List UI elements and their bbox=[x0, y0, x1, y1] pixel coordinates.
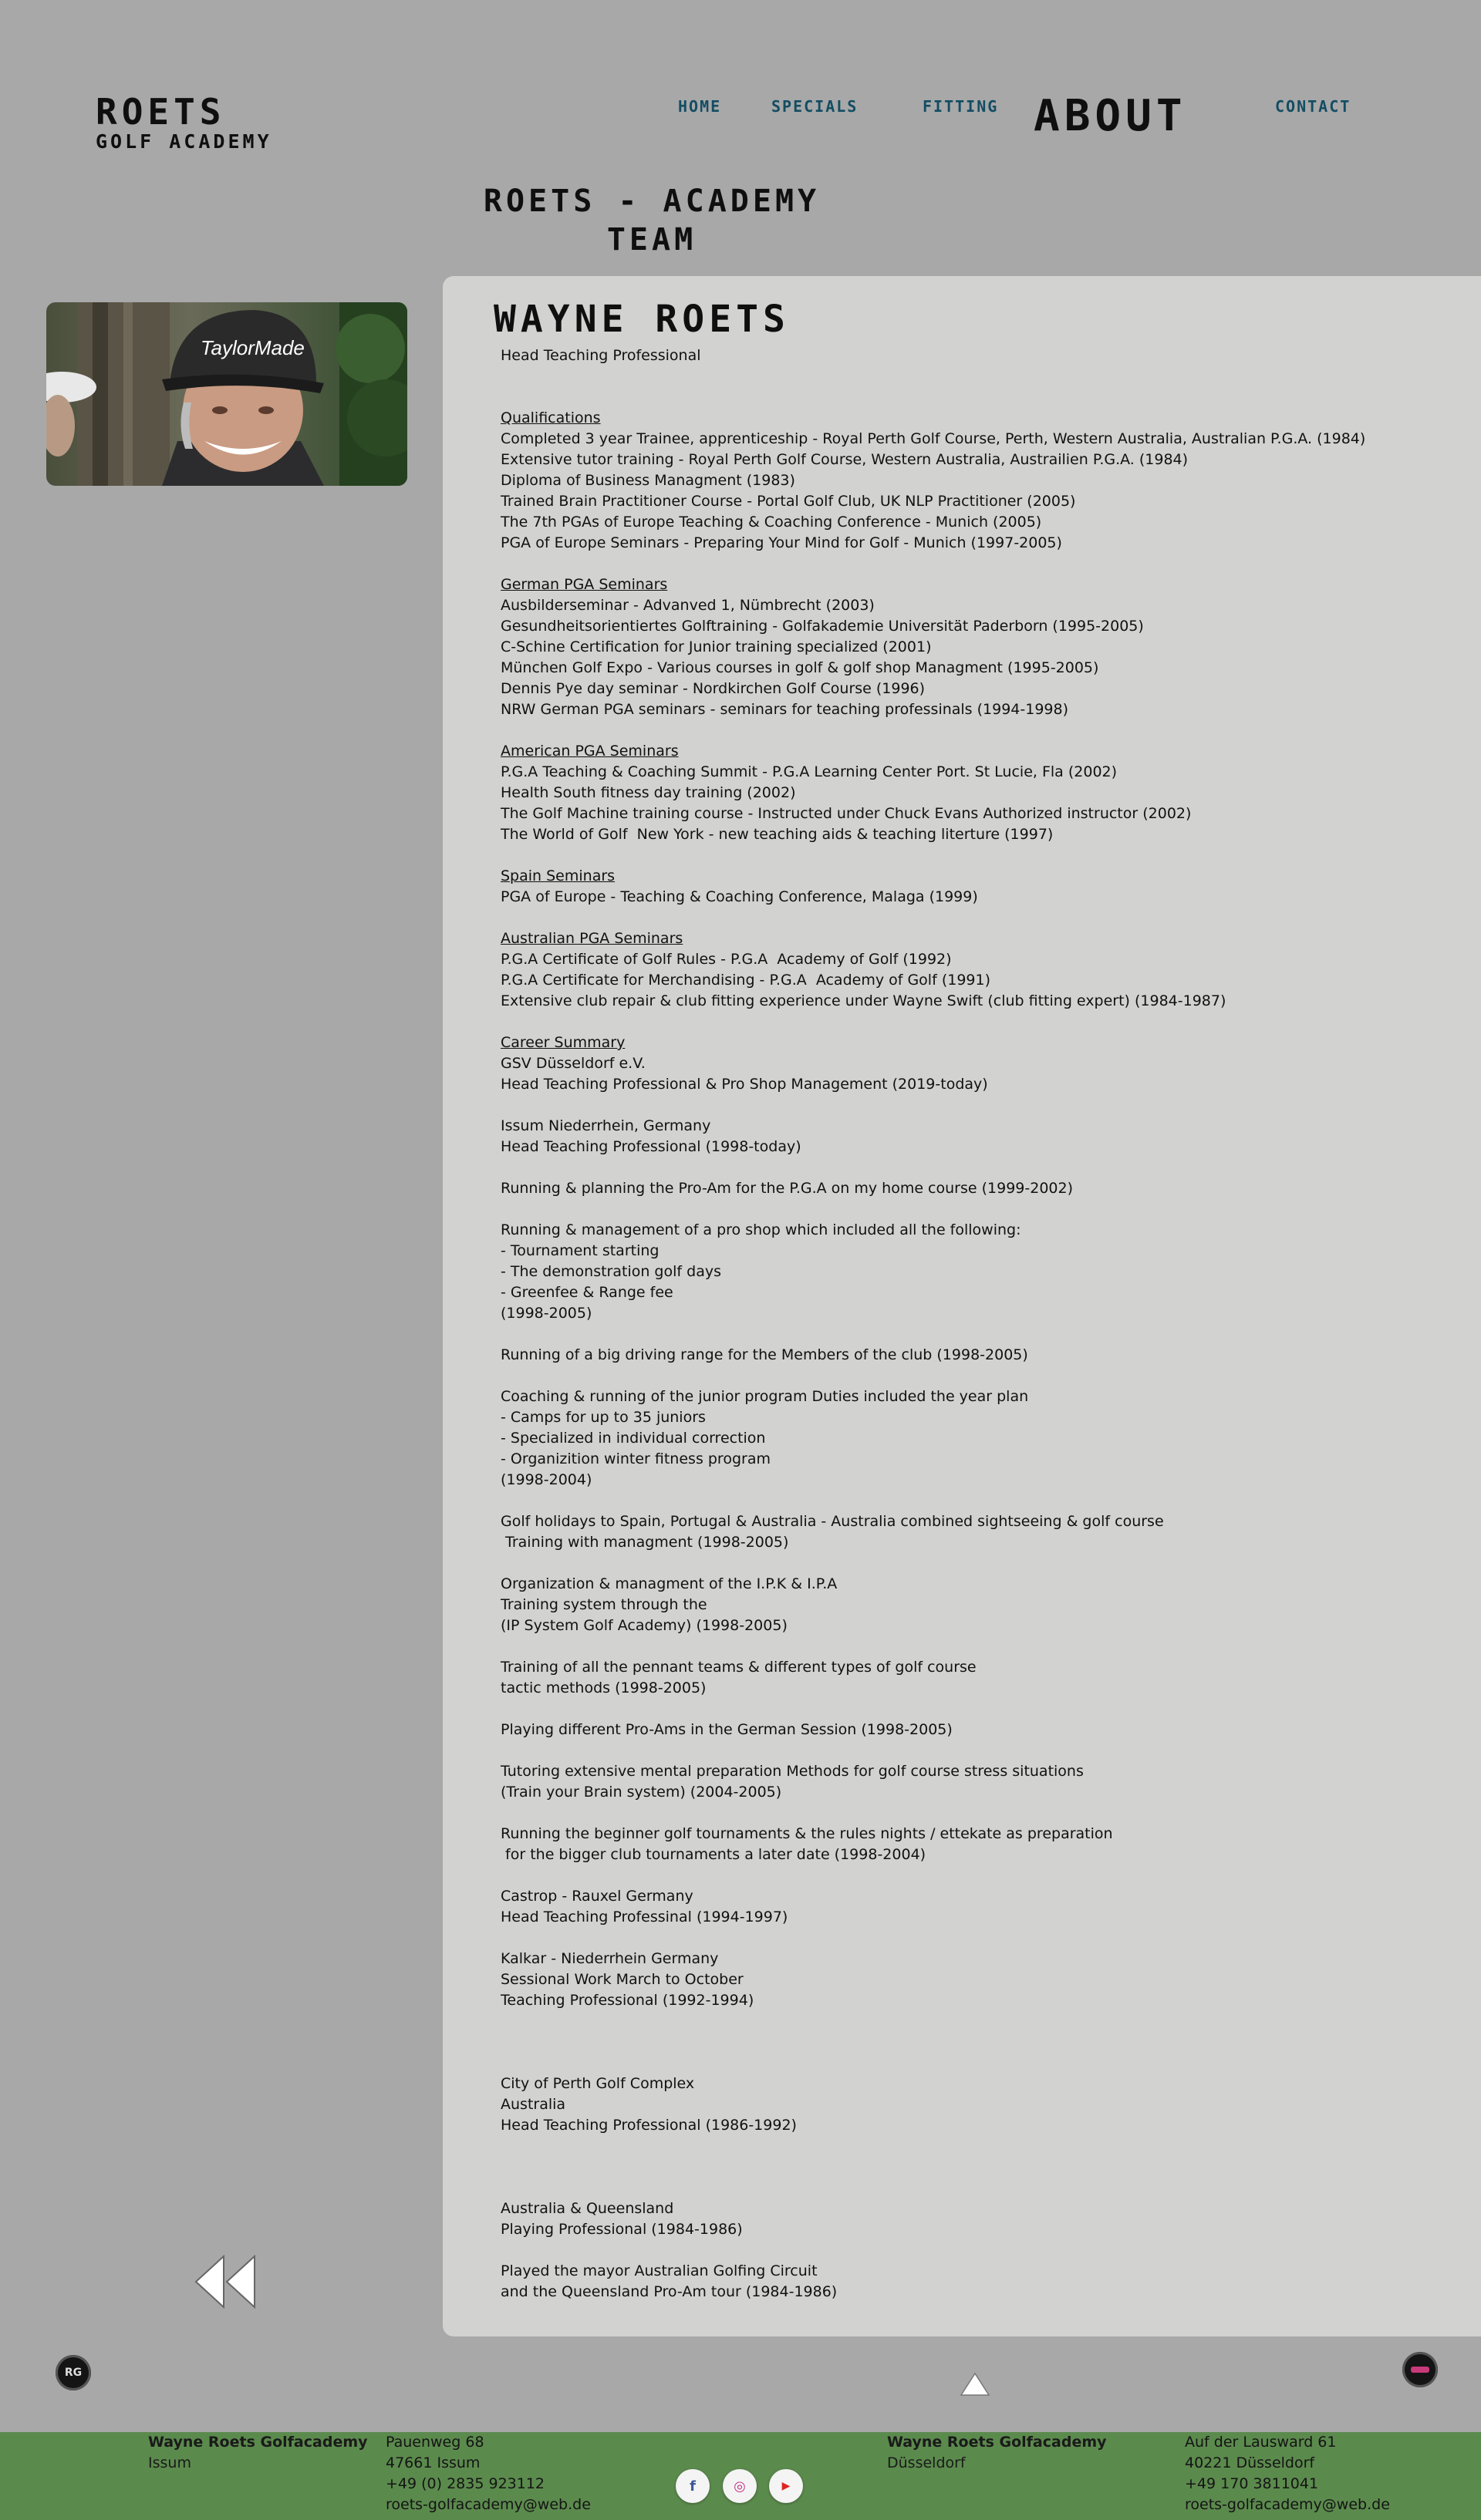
logo-subtitle: GOLF ACADEMY bbox=[96, 130, 272, 153]
cv-line: and the Queensland Pro-Am tour (1984-1986) bbox=[501, 2283, 838, 2300]
youtube-button[interactable] bbox=[769, 2469, 803, 2503]
cv-line: Organization & managment of the I.P.K & I.P.A bbox=[501, 1575, 838, 1592]
cv-line bbox=[501, 908, 1365, 928]
cv-line: P.G.A Certificate for Merchandising - P.G.A Academy of Golf (1991) bbox=[501, 972, 990, 989]
cv-line bbox=[501, 1366, 1365, 1386]
cv-line: (Train your Brain system) (2004-2005) bbox=[501, 1784, 782, 1801]
cv-line bbox=[501, 2240, 1365, 2261]
cv-section-heading: American PGA Seminars bbox=[501, 743, 679, 760]
footer-duesseldorf-city: Düsseldorf bbox=[887, 2454, 966, 2471]
cv-line: tactic methods (1998-2005) bbox=[501, 1679, 707, 1696]
page-title-line2: TEAM bbox=[606, 222, 697, 258]
cv-line: (1998-2004) bbox=[501, 1471, 592, 1488]
cv-line: Head Teaching Professinal (1994-1997) bbox=[501, 1909, 788, 1925]
cv-line bbox=[501, 1740, 1365, 1761]
cv-line: Trained Brain Practitioner Course - Portal Golf Club, UK NLP Practitioner (2005) bbox=[501, 493, 1076, 510]
cv-line: - Greenfee & Range fee bbox=[501, 1284, 673, 1301]
cv-line: Gesundheitsorientiertes Golftraining - Golfakademie Universität Paderborn (1995-2005) bbox=[501, 618, 1144, 635]
footer-duesseldorf-address bbox=[1185, 2432, 1390, 2515]
rg-badge-label: RG bbox=[64, 2367, 83, 2379]
cv-line: C-Schine Certification for Junior training specialized (2001) bbox=[501, 638, 932, 655]
cv-line: Ausbilderseminar - Advanved 1, Nümbrecht (2003) bbox=[501, 597, 875, 614]
cv-section-heading: German PGA Seminars bbox=[501, 576, 668, 593]
cv-line: Castrop - Rauxel Germany bbox=[501, 1888, 693, 1905]
footer-issum-city: Issum bbox=[148, 2454, 191, 2471]
cv-line: Extensive tutor training - Royal Perth Golf Course, Western Australia, Austrailien P.G.A. (1984) bbox=[501, 451, 1189, 468]
cv-section-heading: Qualifications bbox=[501, 409, 601, 426]
cv-line: Australia bbox=[501, 2096, 566, 2113]
cv-line: - Tournament starting bbox=[501, 1242, 660, 1259]
cv-line bbox=[501, 845, 1365, 866]
youtube-icon: ▶ bbox=[781, 2480, 791, 2492]
cv-line: Teaching Professional (1992-1994) bbox=[501, 1992, 754, 2009]
cv-line: Played the mayor Australian Golfing Circuit bbox=[501, 2262, 818, 2279]
page-title-line1: ROETS - ACADEMY bbox=[483, 184, 821, 219]
cv-line: (IP System Golf Academy) (1998-2005) bbox=[501, 1617, 788, 1634]
cv-line bbox=[501, 1699, 1365, 1720]
cv-line: München Golf Expo - Various courses in golf & golf shop Managment (1995-2005) bbox=[501, 659, 1099, 676]
site-logo[interactable] bbox=[96, 93, 272, 153]
cv-line bbox=[501, 1012, 1365, 1033]
cv-line bbox=[501, 1803, 1365, 1824]
cv-line: for the bigger club tournaments a later date (1998-2004) bbox=[501, 1846, 926, 1863]
cv-line bbox=[501, 2032, 1365, 2053]
partner-logo-icon bbox=[1409, 2363, 1431, 2376]
cv-line: PGA of Europe - Teaching & Coaching Conference, Malaga (1999) bbox=[501, 888, 978, 905]
cv-line: Head Teaching Professional (1986-1992) bbox=[501, 2117, 797, 2134]
cv-line: Running & management of a pro shop which included all the following: bbox=[501, 1221, 1021, 1238]
partner-badge[interactable] bbox=[1402, 2352, 1438, 2387]
cv-line: GSV Düsseldorf e.V. bbox=[501, 1055, 646, 1072]
cv-line bbox=[501, 720, 1365, 741]
double-chevron-left-icon bbox=[193, 2255, 259, 2309]
instagram-button[interactable] bbox=[723, 2469, 757, 2503]
cv-line: Sessional Work March to October bbox=[501, 1971, 744, 1988]
cv-line: Running of a big driving range for the Members of the club (1998-2005) bbox=[501, 1346, 1028, 1363]
cv-line: Training of all the pennant teams & different types of golf course bbox=[501, 1659, 977, 1676]
profile-name: WAYNE ROETS bbox=[494, 298, 790, 341]
nav-fitting[interactable]: FITTING bbox=[923, 97, 999, 116]
back-button[interactable] bbox=[193, 2255, 259, 2309]
rg-badge[interactable] bbox=[56, 2355, 91, 2390]
cv-line: Completed 3 year Trainee, apprenticeship - Royal Perth Golf Course, Perth, Western Australia, Australian P.G.A. (1984) bbox=[501, 430, 1366, 447]
cv-line: - Camps for up to 35 juniors bbox=[501, 1409, 706, 1426]
cv-line: - The demonstration golf days bbox=[501, 1263, 721, 1280]
cv-line: City of Perth Golf Complex bbox=[501, 2075, 695, 2092]
footer-issum-zip: 47661 Issum bbox=[386, 2454, 481, 2471]
cv-line: Playing different Pro-Ams in the German Session (1998-2005) bbox=[501, 1721, 953, 1738]
footer-duesseldorf-title: Wayne Roets Golfacademy bbox=[887, 2434, 1107, 2451]
cv-line bbox=[501, 1491, 1365, 1511]
cv-line bbox=[501, 1636, 1365, 1657]
footer-issum-street: Pauenweg 68 bbox=[386, 2434, 484, 2451]
logo-title: ROETS bbox=[96, 91, 226, 133]
cv-line: Head Teaching Professional & Pro Shop Management (2019-today) bbox=[501, 1076, 988, 1093]
cv-line bbox=[501, 2053, 1365, 2074]
footer-issum-phone[interactable]: +49 (0) 2835 923112 bbox=[386, 2475, 545, 2492]
profile-photo bbox=[46, 302, 407, 486]
nav-contact[interactable]: CONTACT bbox=[1275, 97, 1351, 116]
cv-line: - Specialized in individual correction bbox=[501, 1430, 766, 1447]
cv-section-heading: Australian PGA Seminars bbox=[501, 930, 683, 947]
cv-line bbox=[501, 2011, 1365, 2032]
footer-duesseldorf-street: Auf der Lausward 61 bbox=[1185, 2434, 1337, 2451]
cv-text bbox=[501, 408, 1365, 2303]
cv-line: Tutoring extensive mental preparation Methods for golf course stress situations bbox=[501, 1763, 1084, 1780]
footer-duesseldorf-name bbox=[887, 2432, 1107, 2474]
footer-issum-address bbox=[386, 2432, 591, 2515]
footer-duesseldorf-zip: 40221 Düsseldorf bbox=[1185, 2454, 1315, 2471]
nav-specials[interactable]: SPECIALS bbox=[771, 97, 859, 116]
footer-issum-name bbox=[148, 2432, 368, 2474]
cv-line: Training with managment (1998-2005) bbox=[501, 1534, 789, 1551]
cv-line bbox=[501, 1928, 1365, 1949]
nav-home[interactable]: HOME bbox=[678, 97, 722, 116]
cv-line bbox=[501, 554, 1365, 574]
cv-line: Running the beginner golf tournaments & the rules nights / ettekate as preparation bbox=[501, 1825, 1113, 1842]
cv-line bbox=[501, 1199, 1365, 1220]
cv-line bbox=[501, 1157, 1365, 1178]
scroll-top-button[interactable] bbox=[960, 2372, 990, 2397]
footer-issum-email[interactable]: roets-golfacademy@web.de bbox=[386, 2496, 591, 2513]
cv-line: P.G.A Certificate of Golf Rules - P.G.A Academy of Golf (1992) bbox=[501, 951, 952, 968]
cv-section-heading: Career Summary bbox=[501, 1034, 626, 1051]
footer-duesseldorf-email[interactable]: roets-golfacademy@web.de bbox=[1185, 2496, 1390, 2513]
cv-line: Australia & Queensland bbox=[501, 2200, 674, 2217]
profile-title: Head Teaching Professional bbox=[501, 347, 701, 364]
cv-line bbox=[501, 1324, 1365, 1345]
footer-issum-title: Wayne Roets Golfacademy bbox=[148, 2434, 368, 2451]
instagram-icon: ◎ bbox=[734, 2478, 746, 2495]
facebook-button[interactable] bbox=[676, 2469, 710, 2503]
cv-line bbox=[501, 1095, 1365, 1116]
cv-line: (1998-2005) bbox=[501, 1305, 592, 1322]
cv-line: The 7th PGAs of Europe Teaching & Coaching Conference - Munich (2005) bbox=[501, 514, 1042, 531]
cv-line: Coaching & running of the junior program Duties included the year plan bbox=[501, 1388, 1029, 1405]
cv-line bbox=[501, 2136, 1365, 2157]
cv-line: PGA of Europe Seminars - Preparing Your Mind for Golf - Munich (1997-2005) bbox=[501, 534, 1062, 551]
cv-line bbox=[501, 1865, 1365, 1886]
cv-line: Golf holidays to Spain, Portugal & Australia - Australia combined sightseeing & golf course bbox=[501, 1513, 1164, 1530]
cv-line: Dennis Pye day seminar - Nordkirchen Golf Course (1996) bbox=[501, 680, 926, 697]
cv-line: P.G.A Teaching & Coaching Summit - P.G.A Learning Center Port. St Lucie, Fla (2002) bbox=[501, 763, 1118, 780]
cv-section-heading: Spain Seminars bbox=[501, 868, 616, 884]
cv-line: Extensive club repair & club fitting experience under Wayne Swift (club fitting expert) (1984-1987) bbox=[501, 992, 1226, 1009]
cv-line bbox=[501, 1553, 1365, 1574]
nav-about[interactable]: ABOUT bbox=[1034, 91, 1187, 141]
cv-line bbox=[501, 2157, 1365, 2178]
cv-line: Diploma of Business Managment (1983) bbox=[501, 472, 795, 489]
cv-line: Health South fitness day training (2002) bbox=[501, 784, 796, 801]
triangle-up-icon bbox=[960, 2372, 990, 2397]
cv-line: Head Teaching Professional (1998-today) bbox=[501, 1138, 801, 1155]
footer-duesseldorf-phone[interactable]: +49 170 3811041 bbox=[1185, 2475, 1319, 2492]
cv-line: Playing Professional (1984-1986) bbox=[501, 2221, 743, 2238]
cv-line: The Golf Machine training course - Instructed under Chuck Evans Authorized instructor (2002) bbox=[501, 805, 1192, 822]
svg-text:TaylorMade: TaylorMade bbox=[201, 336, 305, 359]
cv-line: Kalkar - Niederrhein Germany bbox=[501, 1950, 719, 1967]
cv-line: - Organizition winter fitness program bbox=[501, 1450, 771, 1467]
cv-line: Training system through the bbox=[501, 1596, 707, 1613]
cv-line bbox=[501, 2178, 1365, 2198]
facebook-icon: f bbox=[690, 2478, 696, 2495]
cv-line: Issum Niederrhein, Germany bbox=[501, 1117, 711, 1134]
cv-line: NRW German PGA seminars - seminars for teaching professinals (1994-1998) bbox=[501, 701, 1069, 718]
cv-line: The World of Golf New York - new teaching aids & teaching literture (1997) bbox=[501, 826, 1054, 843]
page-title bbox=[444, 182, 860, 259]
cv-line: Running & planning the Pro-Am for the P.G.A on my home course (1999-2002) bbox=[501, 1180, 1074, 1197]
